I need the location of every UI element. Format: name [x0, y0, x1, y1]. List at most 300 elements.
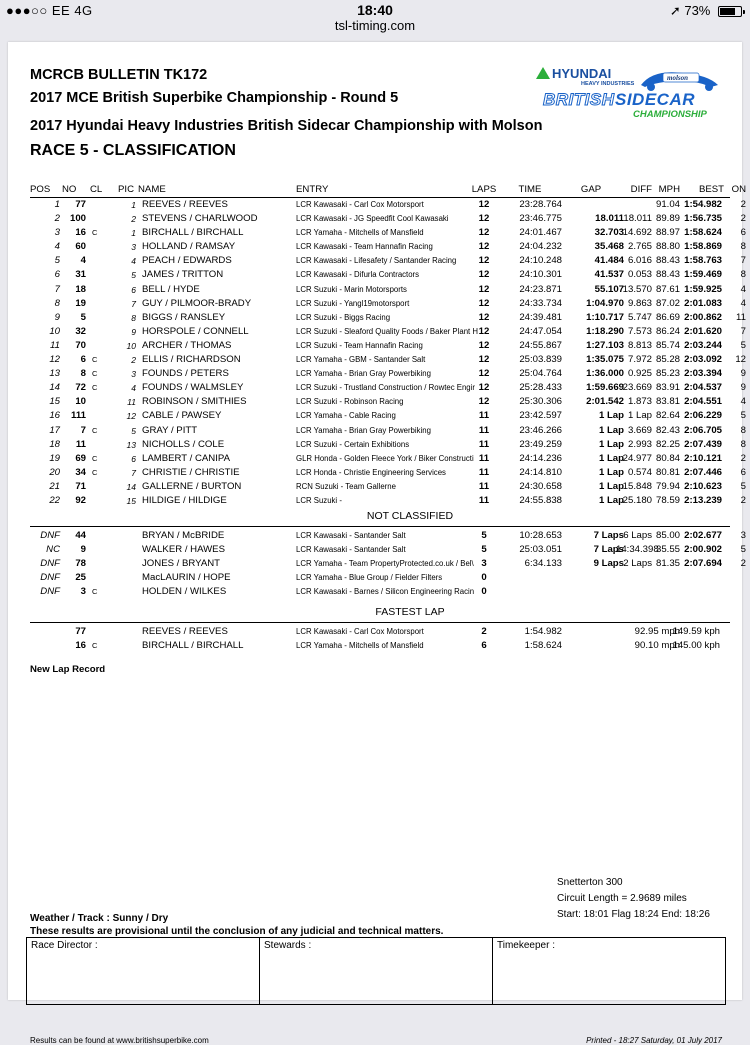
laps: 12 [478, 325, 490, 337]
logo-sponsor: molson [667, 74, 689, 82]
speed-mph: 92.95 mph [634, 625, 680, 637]
race-time: 25:28.433 [519, 382, 562, 394]
table-row[interactable] [30, 409, 746, 423]
car-number: 5 [80, 311, 86, 323]
position: 10 [49, 325, 60, 337]
entry: LCR Suzuki - [296, 495, 342, 505]
mph: 82.64 [655, 410, 680, 422]
entry: LCR Yamaha - Team PropertyProtected.co.uk / Bel\ [296, 559, 474, 569]
best-on-lap: 2 [740, 558, 746, 570]
diff: 24.977 [622, 452, 652, 464]
race-time: 23:42.597 [519, 410, 562, 422]
rider-names: NICHOLLS / COLE [142, 438, 225, 450]
entry: LCR Yamaha - GBM - Santander Salt [296, 355, 426, 365]
race-time: 24:14.236 [519, 452, 562, 464]
car-number: 9 [80, 544, 86, 556]
best-on-lap: 12 [735, 354, 746, 366]
gap: 41.484 [594, 255, 624, 267]
mph: 85.28 [655, 354, 680, 366]
table-row[interactable] [30, 557, 746, 571]
race-time: 24:55.867 [519, 339, 562, 351]
divider [30, 526, 730, 527]
car-number: 19 [75, 297, 86, 309]
table-row[interactable] [30, 625, 730, 639]
position-in-class: 11 [127, 397, 136, 408]
entry: LCR Yamaha - Brian Gray Powerbiking [296, 425, 431, 435]
table-row[interactable] [30, 639, 730, 653]
table-row[interactable] [30, 339, 746, 353]
mph: 35.55 [655, 544, 680, 556]
circuit-info [557, 875, 710, 923]
printed-timestamp: Printed - 18:27 Saturday, 01 July 2017 [586, 1036, 722, 1045]
battery-percent: 73% [684, 3, 711, 18]
results-link[interactable]: Results can be found at www.britishsuperbike.com [30, 1036, 209, 1045]
position-in-class: 2 [131, 355, 136, 366]
table-row[interactable] [30, 452, 746, 466]
table-row[interactable] [30, 254, 746, 268]
entry: LCR Kawasaki - Team Hannafin Racing [296, 242, 433, 252]
gap: 1:18.290 [586, 325, 624, 337]
gap: 35.468 [594, 241, 624, 253]
results-table [30, 182, 746, 653]
entry: LCR Yamaha - Cable Racing [296, 411, 396, 421]
gap: 1:27.103 [586, 339, 624, 351]
entry: LCR Yamaha - Blue Group / Fielder Filters [296, 573, 443, 583]
status: NC [46, 544, 60, 556]
best-on-lap: 5 [740, 480, 746, 492]
position: 4 [54, 241, 60, 253]
table-row[interactable] [30, 367, 746, 381]
mph: 86.24 [655, 325, 680, 337]
best-on-lap: 6 [740, 227, 746, 239]
status: DNF [40, 558, 60, 570]
rider-names: HOLDEN / WILKES [142, 586, 227, 598]
gap: 1 Lap [598, 438, 624, 450]
class: C [92, 383, 98, 393]
gap: 7 Laps [593, 530, 624, 542]
race-time: 25:03.839 [519, 354, 562, 366]
gap: 1 Lap [598, 480, 624, 492]
best-lap: 1:58.624 [684, 227, 722, 239]
table-row[interactable] [30, 438, 746, 452]
mph: 82.25 [655, 438, 680, 450]
class: C [92, 228, 98, 238]
best-lap: 2:13.239 [684, 494, 722, 506]
position-in-class: 1 [131, 228, 136, 239]
best-on-lap: 9 [740, 382, 746, 394]
logo-brand: HYUNDAI [552, 66, 612, 81]
diff: 6.016 [627, 255, 652, 267]
position: 18 [49, 438, 60, 450]
position-in-class: 12 [126, 411, 136, 422]
entry: LCR Suzuki - Marin Motorsports [296, 284, 407, 294]
position: 15 [49, 396, 60, 408]
position: 16 [49, 410, 60, 422]
race-director-signature: Race Director : [27, 938, 260, 1004]
col-gap: GAP [580, 184, 602, 195]
car-number: 69 [75, 452, 86, 464]
race-time: 24:30.658 [519, 480, 562, 492]
car-number: 18 [75, 283, 86, 295]
laps: 12 [478, 213, 490, 225]
table-row[interactable] [30, 240, 746, 254]
laps: 3 [481, 558, 487, 570]
weather-info [30, 912, 443, 938]
entry: LCR Kawasaki - JG Speedfit Cool Kawasaki [296, 214, 449, 224]
race-time: 24:10.301 [519, 269, 562, 281]
car-number: 111 [71, 410, 86, 422]
position-in-class: 9 [131, 326, 136, 337]
table-header [30, 182, 746, 198]
best-on-lap: 2 [740, 494, 746, 506]
table-row[interactable] [30, 325, 746, 339]
col-best: BEST [698, 184, 724, 195]
best-lap: 2:06.705 [684, 424, 722, 436]
mph: 78.59 [655, 494, 680, 506]
race-time: 25:30.306 [519, 396, 562, 408]
car-number: 16 [75, 227, 86, 239]
signature-box [26, 937, 726, 1005]
col-entry: ENTRY [296, 184, 329, 195]
best-lap: 1:58.869 [684, 241, 722, 253]
gap: 1:10.717 [586, 311, 624, 323]
table-row[interactable] [30, 395, 746, 409]
gap: 2:01.542 [586, 396, 624, 408]
gap: 1:59.669 [586, 382, 624, 394]
laps: 11 [478, 424, 490, 436]
race-time: 24:39.481 [519, 311, 562, 323]
url-bar[interactable]: tsl-timing.com [334, 18, 416, 33]
table-row[interactable] [30, 543, 746, 557]
position-in-class: 15 [126, 495, 136, 506]
series-title: 2017 Hyundai Heavy Industries British Sidecar Championship with Molson [30, 118, 543, 134]
diff: 0.925 [627, 368, 652, 380]
position: 6 [54, 269, 60, 281]
col-diff: DIFF [630, 184, 652, 195]
rider-names: STEVENS / CHARLWOOD [142, 213, 258, 225]
position: 5 [54, 255, 60, 267]
rider-names: WALKER / HAWES [142, 544, 225, 556]
best-on-lap: 4 [740, 297, 746, 309]
position-in-class: 2 [131, 214, 136, 225]
position-in-class: 6 [131, 284, 136, 295]
table-row[interactable] [30, 529, 746, 543]
speed-kph: 149.59 kph [672, 625, 720, 637]
laps: 0 [481, 572, 487, 584]
diff: 14.692 [622, 227, 652, 239]
table-row[interactable] [30, 311, 746, 325]
logo-word1: BRITISH [543, 90, 615, 109]
best-on-lap: 7 [740, 325, 746, 337]
logo-word2: SIDECAR [615, 90, 696, 109]
mph: 87.02 [655, 297, 680, 309]
diff: 2 Laps [623, 558, 652, 570]
best-on-lap: 3 [740, 530, 746, 542]
diff: 1.873 [627, 396, 652, 408]
rider-names: JONES / BRYANT [142, 558, 221, 570]
diff: 2.765 [627, 241, 652, 253]
rider-names: FOUNDS / WALMSLEY [142, 382, 244, 394]
mph: 89.89 [655, 213, 680, 225]
rider-names: MacLAURIN / HOPE [142, 572, 231, 584]
entry: LCR Suzuki - Yangl19motorsport [296, 298, 410, 308]
car-number: 72 [75, 382, 86, 394]
position: 14 [49, 382, 60, 394]
table-row[interactable] [30, 297, 746, 311]
table-row[interactable] [30, 198, 746, 212]
position: 8 [54, 297, 60, 309]
entry: LCR Suzuki - Trustland Construction / Rowtec Engir [296, 383, 475, 393]
table-row[interactable] [30, 480, 746, 494]
entry: GLR Honda - Golden Fleece York / Biker Constructi [296, 453, 474, 463]
gap: 1 Lap [598, 452, 624, 464]
gap: 1 Lap [598, 424, 624, 436]
best-lap: 2:00.902 [684, 544, 722, 556]
laps: 12 [478, 255, 490, 267]
entry: LCR Kawasaki - Santander Salt [296, 531, 406, 541]
best-lap: 1:59.925 [684, 283, 722, 295]
table-row[interactable] [30, 212, 746, 226]
mph: 88.43 [655, 255, 680, 267]
table-row[interactable] [30, 283, 746, 297]
mph: 80.81 [655, 466, 680, 478]
col-laps: LAPS [471, 184, 497, 195]
entry: LCR Suzuki - Team Hannafin Racing [296, 340, 423, 350]
mph: 82.43 [655, 424, 680, 436]
best-lap: 2:03.394 [684, 368, 722, 380]
best-on-lap: 5 [740, 410, 746, 422]
diff: 23.669 [622, 382, 652, 394]
diff: 7.972 [627, 354, 652, 366]
laps: 11 [478, 410, 490, 422]
rider-names: GRAY / PITT [142, 424, 198, 436]
position-in-class: 6 [131, 453, 136, 464]
race-times: Start: 18:01 Flag 18:24 End: 18:26 [557, 909, 710, 920]
col-on: ON [731, 184, 746, 195]
logo-sub: HEAVY INDUSTRIES [581, 81, 635, 87]
class: C [92, 587, 98, 597]
lap-number: 6 [481, 639, 487, 651]
col-cl: CL [90, 184, 103, 195]
class: C [92, 453, 98, 463]
table-row[interactable] [30, 571, 730, 585]
diff: 0.053 [627, 269, 652, 281]
diff: 3.669 [627, 424, 652, 436]
race-time: 24:23.871 [519, 283, 562, 295]
position-in-class: 4 [131, 383, 136, 394]
position-in-class: 13 [126, 439, 136, 450]
gap: 41.537 [594, 269, 624, 281]
divider [30, 622, 730, 623]
race-title: RACE 5 - CLASSIFICATION [30, 142, 236, 159]
race-time: 6:34.133 [524, 558, 562, 570]
position-in-class: 7 [131, 467, 136, 478]
entry: LCR Yamaha - Mitchells of Mansfield [296, 228, 424, 238]
mph: 88.43 [655, 269, 680, 281]
car-number: 44 [75, 530, 86, 542]
race-time: 24:33.734 [519, 297, 562, 309]
logo-word3: CHAMPIONSHIP [633, 109, 707, 120]
position: 3 [54, 227, 60, 239]
laps: 11 [478, 466, 490, 478]
best-on-lap: 2 [740, 199, 746, 210]
car-number: 10 [75, 396, 86, 408]
mph: 91.04 [655, 199, 680, 210]
laps: 12 [478, 227, 490, 239]
best-on-lap: 11 [736, 311, 746, 323]
position-in-class: 5 [131, 425, 136, 436]
table-row[interactable] [30, 466, 746, 480]
car-number: 3 [80, 586, 86, 598]
status-bar [0, 0, 750, 20]
mph: 87.61 [655, 283, 680, 295]
class: C [92, 640, 98, 650]
position: 22 [49, 494, 60, 506]
best-lap: 1:58.763 [684, 255, 722, 267]
best-lap: 2:00.862 [684, 311, 722, 323]
best-lap: 2:01.083 [684, 297, 722, 309]
rider-names: ELLIS / RICHARDSON [142, 354, 241, 366]
car-number: 11 [75, 438, 86, 450]
rider-names: REEVES / REEVES [142, 199, 228, 210]
mph: 86.69 [655, 311, 680, 323]
rider-names: BIRCHALL / BIRCHALL [142, 227, 244, 239]
table-row[interactable] [30, 353, 746, 367]
battery-icon [718, 6, 742, 17]
car-number: 100 [69, 213, 86, 225]
entry: LCR Kawasaki - Carl Cox Motorsport [296, 200, 424, 209]
lap-number: 2 [481, 625, 487, 637]
rider-names: HORSPOLE / CONNELL [142, 325, 249, 337]
best-lap: 2:07.694 [684, 558, 722, 570]
laps: 12 [478, 396, 490, 408]
best-lap: 1:59.469 [684, 269, 722, 281]
best-on-lap: 7 [740, 255, 746, 267]
race-time: 24:10.248 [519, 255, 562, 267]
best-on-lap: 8 [740, 424, 746, 436]
col-no: NO [62, 184, 77, 195]
classified-list [30, 198, 746, 508]
laps: 12 [478, 354, 490, 366]
lap-time: 1:58.624 [524, 639, 562, 651]
table-row[interactable] [30, 226, 746, 240]
speed-mph: 90.10 mph [634, 639, 680, 651]
car-number: 77 [75, 199, 86, 210]
diff: 18.011 [623, 213, 652, 225]
battery-status [670, 3, 742, 19]
table-row[interactable] [30, 424, 746, 438]
results-document [8, 42, 746, 1045]
rider-names: GALLERNE / BURTON [142, 480, 242, 492]
best-lap: 2:10.623 [684, 480, 722, 492]
circuit-name: Snetterton 300 [557, 877, 623, 888]
laps: 12 [478, 368, 490, 380]
car-number: 32 [75, 325, 86, 337]
table-row[interactable] [30, 585, 730, 599]
entry: LCR Kawasaki - Carl Cox Motorsport [296, 626, 424, 636]
fastest-lap-list [30, 625, 730, 653]
position: 2 [54, 213, 60, 225]
race-time: 24:04.232 [519, 241, 562, 253]
race-time: 23:46.266 [519, 424, 562, 436]
position-in-class: 3 [131, 242, 136, 253]
diff: 15.848 [622, 480, 652, 492]
class: C [92, 467, 98, 477]
diff: 14:34.398 [616, 544, 659, 556]
best-on-lap: 2 [740, 452, 746, 464]
best-on-lap: 5 [740, 544, 746, 556]
rider-names: REEVES / REEVES [142, 625, 228, 637]
position-in-class: 4 [131, 256, 136, 267]
diff: 9.863 [627, 297, 652, 309]
best-lap: 2:04.537 [684, 382, 722, 394]
rider-names: HILDIGE / HILDIGE [142, 494, 227, 506]
car-number: 77 [75, 625, 86, 637]
diff: 8.813 [627, 339, 652, 351]
bulletin-title: MCRCB BULLETIN TK172 [30, 67, 208, 83]
car-number: 7 [80, 424, 86, 436]
diff: 2.993 [627, 438, 652, 450]
laps: 11 [478, 480, 490, 492]
rider-names: CABLE / PAWSEY [142, 410, 222, 422]
table-row[interactable] [30, 268, 746, 282]
gap: 32.703 [594, 227, 624, 239]
gap: 1:35.075 [586, 354, 624, 366]
gap: 55.107 [594, 283, 624, 295]
laps: 12 [478, 269, 490, 281]
gap: 7 Laps [593, 544, 624, 556]
best-on-lap: 6 [740, 466, 746, 478]
best-on-lap: 8 [740, 438, 746, 450]
rider-names: BIRCHALL / BIRCHALL [142, 639, 244, 651]
rider-names: BIGGS / RANSLEY [142, 311, 226, 323]
weather-track: Weather / Track : Sunny / Dry [30, 913, 169, 924]
lap-time: 1:54.982 [524, 625, 562, 637]
rider-names: FOUNDS / PETERS [142, 368, 229, 380]
position: 20 [49, 466, 60, 478]
rider-names: ROBINSON / SMITHIES [142, 396, 247, 408]
best-lap: 2:07.439 [684, 438, 722, 450]
gap: 1 Lap [598, 410, 624, 422]
position-in-class: 1 [131, 200, 136, 210]
fastest-lap-heading: FASTEST LAP [375, 605, 445, 618]
mph: 88.80 [655, 241, 680, 253]
entry: LCR Suzuki - Robinson Racing [296, 397, 404, 407]
car-number: 31 [75, 269, 86, 281]
laps: 12 [478, 199, 490, 210]
mph: 81.35 [655, 558, 680, 570]
class: C [92, 369, 98, 379]
car-number: 60 [75, 241, 86, 253]
rider-names: HOLLAND / RAMSAY [142, 241, 236, 253]
table-row[interactable] [30, 381, 746, 395]
carrier-signal: ●●●○○ EE 4G [6, 3, 93, 18]
best-lap: 1:54.982 [684, 199, 722, 210]
championship-title: 2017 MCE British Superbike Championship - Round 5 [30, 90, 399, 106]
rider-names: LAMBERT / CANIPA [142, 452, 230, 464]
position-in-class: 8 [131, 312, 136, 323]
table-row[interactable] [30, 494, 746, 508]
position: 11 [50, 339, 60, 351]
position: 17 [49, 424, 60, 436]
mph: 88.97 [655, 227, 680, 239]
car-number: 34 [75, 466, 86, 478]
car-number: 6 [80, 354, 86, 366]
race-time: 23:49.259 [519, 438, 562, 450]
car-number: 78 [75, 558, 86, 570]
position: 7 [54, 283, 60, 295]
speed-kph: 145.00 kph [672, 639, 720, 651]
